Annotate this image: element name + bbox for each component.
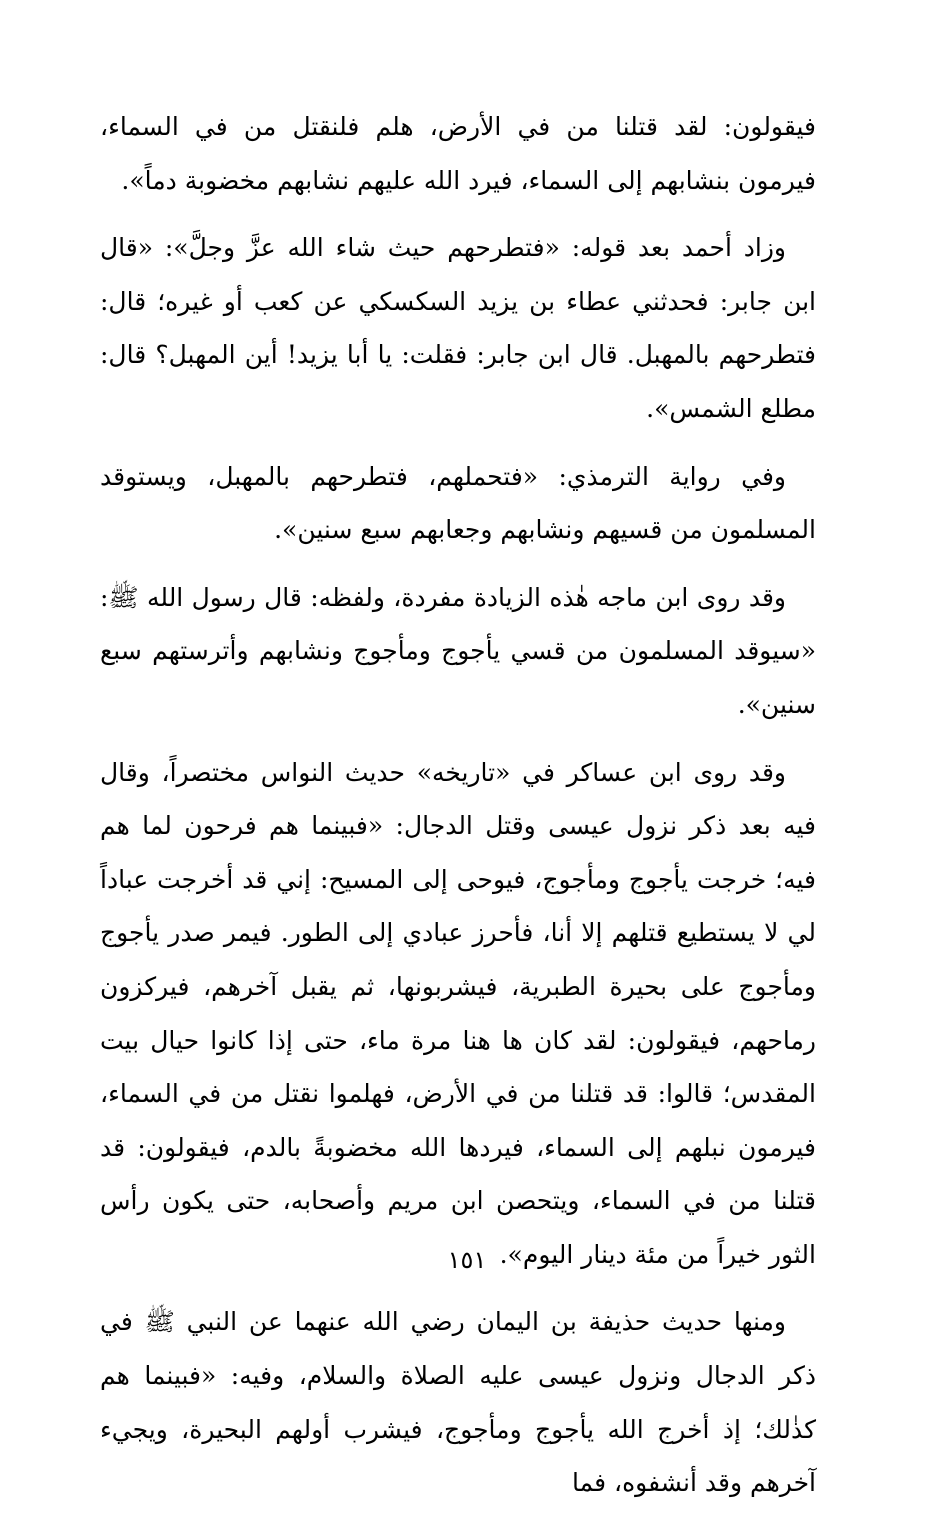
- text-line: جابر: فحدثني عطاء بن يزيد السكسكي عن كعب أو غيره؛ قال: فتطرحهم: [100, 286, 816, 370]
- text-line: ماء، حتى إذا كانوا حيال بيت المقدس؛ قالوا: قد قتلنا من في الأرض، فهلموا: [100, 1025, 816, 1109]
- text-line: الدجال ونزول عيسى عليه الصلاة والسلام، وفيه: «فبينما هم كذٰلك؛ إذ أخرج: [100, 1361, 816, 1444]
- text-line: فيقولون: لقد قتلنا من في الأرض، هلم فلنقتل من في السماء، فيرمون بنشابهم: [100, 112, 816, 195]
- text-line: إلى السماء، فيرد الله عليهم نشابهم مخضوبة دماً».: [121, 165, 643, 195]
- text-line: رأس الثور خيراً من مئة دينار اليوم».: [100, 1186, 816, 1269]
- text-line: الله يأجوج ومأجوج، فيشرب أولهم البحيرة، ويجيء آخرهم وقد أنشفوه، فما: [100, 1414, 816, 1498]
- text-line: وفي رواية الترمذي: «فتحملهم، فتطرحهم بالمهبل، ويستوقد المسلمون: [100, 461, 816, 545]
- text-line: وزاد أحمد بعد قوله: «فتطرحهم حيث شاء الله عزَّ وجلَّ»: «قال ابن: [100, 233, 816, 316]
- text-line: فيقولون: قد قتلنا من في السماء، ويتحصن ابن مريم وأصحابه، حتى يكون: [100, 1132, 816, 1216]
- text-line: من قسيهم ونشابهم وجعابهم سبع سنين».: [274, 515, 703, 545]
- text-line: ذكر نزول عيسى وقتل الدجال: «فبينما هم فرحون لما هم فيه؛ خرجت يأجوج: [100, 811, 816, 894]
- paragraph: [100, 746, 816, 1282]
- text-line: نقتل من في السماء، فيرمون نبلهم إلى السماء، فيردها الله مخضوبةً بالدم،: [100, 1079, 817, 1162]
- text-line: وقد روى ابن ماجه هٰذه الزيادة مفردة، ولفظه: قال رسول الله ﷺ:: [100, 582, 786, 612]
- page-body-text: [100, 100, 816, 1524]
- text-line: ومأجوج، فيوحى إلى المسيح: إني قد أخرجت عباداً لي لا يستطيع قتلهم إلا: [100, 864, 816, 948]
- paragraph: [100, 450, 816, 557]
- text-line: بالمهبل. قال ابن جابر: فقلت: يا أبا يزيد! أين المهبل؟ قال: مطلع: [100, 340, 816, 423]
- page-number: ١٥١: [447, 1246, 487, 1274]
- text-line: ومنها حديث حذيفة بن اليمان رضي الله عنهما عن النبي ﷺ في ذكر: [100, 1307, 816, 1391]
- text-line: فيشربونها، ثم يقبل آخرهم، فيركزون رماحهم، فيقولون: لقد كان ها هنا مرة: [100, 971, 817, 1055]
- paragraph: [100, 221, 816, 435]
- paragraph: [100, 100, 816, 207]
- text-line: أنا، فأحرز عبادي إلى الطور. فيمر صدر يأجوج ومأجوج على بحيرة الطبرية،: [100, 918, 816, 1001]
- text-line: «سيوقد المسلمون من قسي يأجوج ومأجوج ونشابهم وأترستهم سبع سنين».: [100, 636, 816, 719]
- paragraph: [100, 1295, 816, 1509]
- paragraph: [100, 571, 816, 732]
- text-line: الشمس».: [646, 393, 753, 423]
- text-line: وقد روى ابن عساكر في «تاريخه» حديث النواس مختصراً، وقال فيه بعد: [100, 757, 816, 841]
